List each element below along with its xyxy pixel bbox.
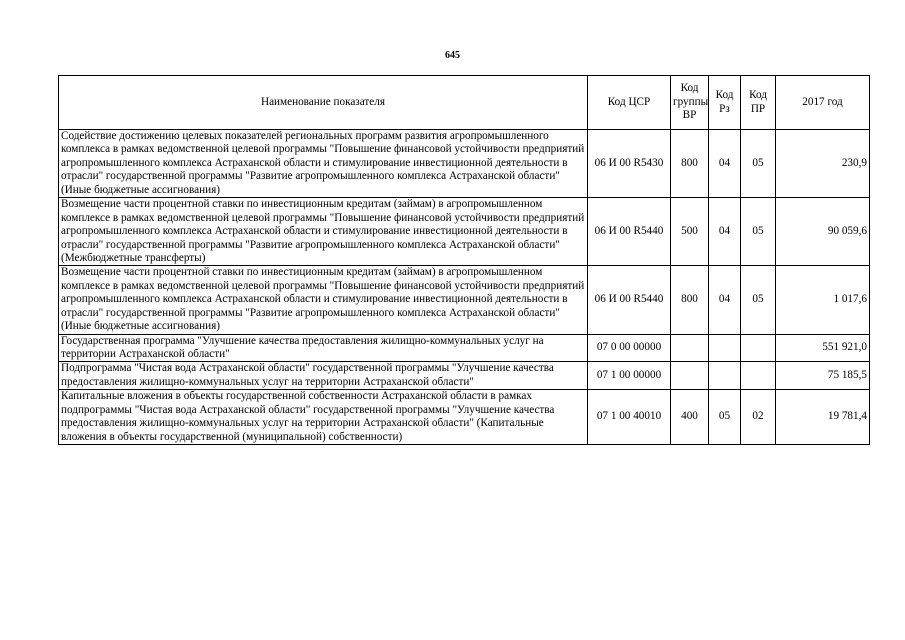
row-vr: [671, 334, 709, 362]
row-amount: 75 185,5: [776, 362, 870, 390]
row-amount: 551 921,0: [776, 334, 870, 362]
table-row: [59, 362, 870, 390]
budget-table: [58, 75, 870, 445]
row-vr: 800: [671, 130, 709, 198]
row-csr: 07 1 00 00000: [588, 362, 671, 390]
table-header-row: [59, 76, 870, 130]
row-amount: 230,9: [776, 130, 870, 198]
row-name: Возмещение части процентной ставки по инвестиционным кредитам (займам) в агропромышленном комплексе в рамках ведомственной целевой программы "Повышение финансовой устойчивости предприятий агропромышленного комплекса Астраханской области и стимулирование инвестиционной деятельности в отрасли" государственной программы "Развитие агропромышленного комплекса Астраханской области" (Межбюджетные трансферты): [59, 198, 588, 266]
row-vr: 400: [671, 390, 709, 445]
row-csr: 06 И 00 R5430: [588, 130, 671, 198]
row-pr: [741, 334, 776, 362]
row-csr: 06 И 00 R5440: [588, 266, 671, 334]
row-vr: 500: [671, 198, 709, 266]
row-pr: 05: [741, 266, 776, 334]
row-csr: 06 И 00 R5440: [588, 198, 671, 266]
row-csr: 07 1 00 40010: [588, 390, 671, 445]
row-amount: 90 059,6: [776, 198, 870, 266]
row-name: Возмещение части процентной ставки по инвестиционным кредитам (займам) в агропромышленном комплексе в рамках ведомственной целевой программы "Повышение финансовой устойчивости предприятий агропромышленного комплекса Астраханской области и стимулирование инвестиционной деятельности в отрасли" государственной программы "Развитие агропромышленного комплекса Астраханской области" (Иные бюджетные ассигнования): [59, 266, 588, 334]
row-amount: 19 781,4: [776, 390, 870, 445]
row-name: Государственная программа "Улучшение качества предоставления жилищно-коммунальных услуг на территории Астраханской области": [59, 334, 588, 362]
row-rz: [709, 362, 741, 390]
table-row: [59, 130, 870, 198]
row-rz: 04: [709, 198, 741, 266]
row-name: Подпрограмма "Чистая вода Астраханской области" государственной программы "Улучшение качества предоставления жилищно-коммунальных услуг на территории Астраханской области": [59, 362, 588, 390]
row-rz: [709, 334, 741, 362]
row-name: Содействие достижению целевых показателей региональных программ развития агропромышленного комплекса в рамках ведомственной целевой программы "Повышение финансовой устойчивости предприятий агропромышленного комплекса Астраханской области и стимулирование инвестиционной деятельности в отрасли" государственной программы "Развитие агропромышленного комплекса Астраханской области" (Иные бюджетные ассигнования): [59, 130, 588, 198]
row-pr: 02: [741, 390, 776, 445]
row-pr: 05: [741, 198, 776, 266]
row-rz: 05: [709, 390, 741, 445]
table-row: [59, 198, 870, 266]
header-vr: Код группы ВР: [671, 76, 709, 130]
table-row: [59, 334, 870, 362]
header-pr: Код ПР: [741, 76, 776, 130]
header-year: 2017 год: [776, 76, 870, 130]
header-rz: Код Рз: [709, 76, 741, 130]
row-pr: 05: [741, 130, 776, 198]
row-pr: [741, 362, 776, 390]
header-name: Наименование показателя: [59, 76, 588, 130]
header-csr: Код ЦСР: [588, 76, 671, 130]
row-name: Капитальные вложения в объекты государственной собственности Астраханской области в рамках подпрограммы "Чистая вода Астраханской области" государственной программы "Улучшение качества предоставления жилищно-коммунальных услуг на территории Астраханской области" (Капитальные вложения в объекты государственной (муниципальной) собственности): [59, 390, 588, 445]
row-vr: [671, 362, 709, 390]
row-vr: 800: [671, 266, 709, 334]
row-rz: 04: [709, 130, 741, 198]
row-rz: 04: [709, 266, 741, 334]
table-row: [59, 390, 870, 445]
table-row: [59, 266, 870, 334]
row-csr: 07 0 00 00000: [588, 334, 671, 362]
page-number: 645: [445, 50, 460, 61]
row-amount: 1 017,6: [776, 266, 870, 334]
